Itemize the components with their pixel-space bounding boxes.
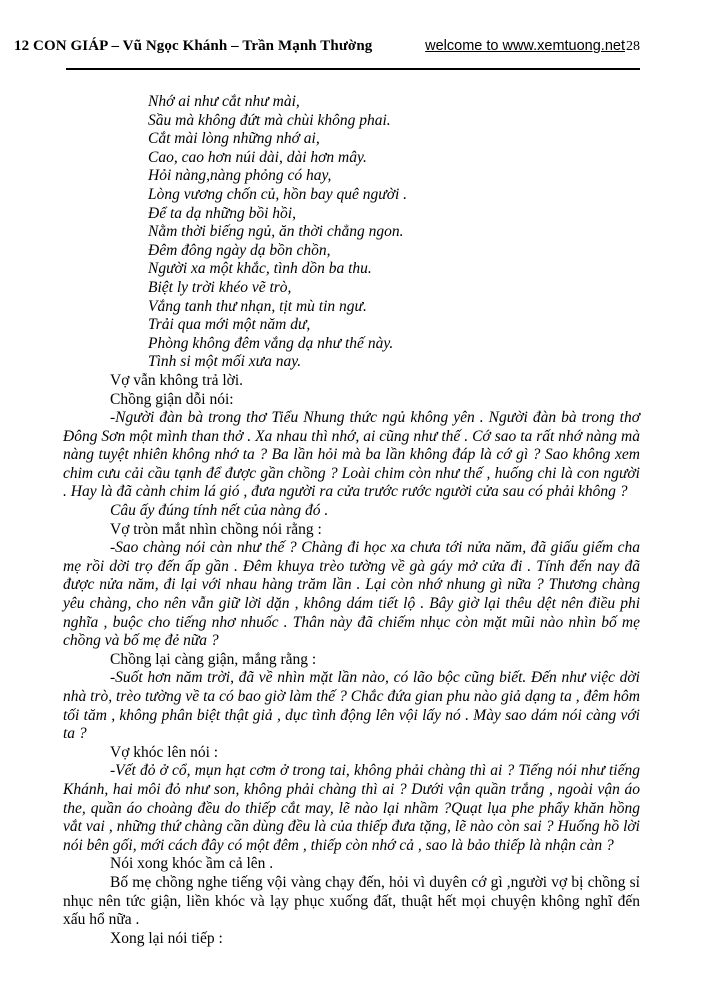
- poem-line: Biệt ly trời khéo vẽ trò,: [148, 278, 292, 296]
- poem-line: Vắng tanh thư nhạn, tịt mù tin ngư.: [148, 297, 367, 315]
- narration-line: Chồng giận dỗi nói:: [110, 390, 234, 408]
- welcome-link[interactable]: welcome to www.xemtuong.net: [425, 38, 625, 54]
- header-divider: [66, 68, 640, 70]
- page-number: 28: [626, 39, 640, 54]
- poem-line: Nằm thời biếng ngủ, ăn thời chẳng ngon.: [148, 223, 404, 241]
- poem-line: Để ta dạ những bồi hồi,: [148, 204, 296, 222]
- poem-line: Lòng vương chốn củ, hồn bay quê người .: [148, 185, 408, 203]
- poem-line: Người xa một khắc, tình dồn ba thu.: [148, 260, 372, 278]
- poem-line: Tình si một mối xưa nay.: [148, 353, 302, 371]
- dialogue-paragraph: -Người đàn bà trong thơ Tiểu Nhung thức ngủ không yên . Người đàn bà trong thơ Đông Sơn một mình than thở . Xa nhau thì nhớ, ai cũng như thế . Cớ sao ta rất nhớ nàng mà nàng tuyệt nhiên không nhớ ta ? Ba lần hỏi mà ba lần không đáp là cớ gì ? Sao không xem chim cưu cải cầu tạnh để được gần chồng ? Loài chim còn như thế , huống chi là con người . Hay là đã cành chim lá gió , đưa người ra cửa trước rước người cửa sau có phải không ?: [63, 409, 640, 501]
- dialogue-paragraph: -Suốt hơn năm trời, đã về nhìn mặt lần nào, có lão bộc cũng biết. Đến như việc dời nhà trò, trèo tường về ta có bao giờ làm thế ? Chắc đứa gian phu nào giả dạng ta , đêm hôm tối tăm , không phân biệt thật giả , dục tình động lên vội lấy nó . Mày sao dám nói càng với ta ?: [63, 669, 640, 743]
- poem-line: Sầu mà không đứt mà chùi không phai.: [148, 111, 391, 129]
- poem-line: Cao, cao hơn núi dài, dài hơn mây.: [148, 148, 367, 166]
- poem-line: Phòng không đêm vắng dạ như thế này.: [148, 334, 394, 352]
- poem-line: Trải qua mới một năm dư,: [148, 316, 311, 334]
- dialogue-paragraph: Câu ấy đúng tính nết của nàng đó .: [110, 502, 329, 520]
- narration-line: Xong lại nói tiếp :: [110, 929, 223, 947]
- poem-line: Đêm đông ngày dạ bồn chồn,: [148, 241, 331, 259]
- poem-line: Nhớ ai như cắt như mài,: [148, 93, 300, 110]
- poem-line: Cắt mài lòng những nhớ ai,: [148, 130, 320, 148]
- page-content: [63, 93, 640, 948]
- narration-line: Vợ tròn mắt nhìn chồng nói rằng :: [110, 520, 322, 538]
- page-header: [0, 0, 702, 55]
- narration-paragraph: Bố mẹ chồng nghe tiếng vội vàng chạy đến, hỏi vì duyên cớ gì ,người vợ bị chồng sỉ nhục nên tức giận, liền khóc và lạy phục xuống đất, thuật hết mọi chuyện không nghĩ đến xấu hổ nữa .: [63, 873, 640, 929]
- book-title: 12 CON GIÁP – Vũ Ngọc Khánh – Trần Mạnh Thường: [14, 38, 373, 54]
- poem-block: [148, 93, 640, 372]
- poem-line: Hỏi nàng,nàng phỏng có hay,: [148, 167, 332, 185]
- narration-line: Vợ vẫn không trả lời.: [110, 371, 244, 389]
- narration-line: Nói xong khóc ầm cả lên .: [110, 855, 274, 873]
- dialogue-paragraph: -Sao chàng nói càn như thế ? Chàng đi học xa chưa tới nửa năm, đã giấu giếm cha mẹ rồi dời trọ đến ấp gần . Đêm khuya trèo tường về gà gáy mở cửa đi . Tính đến nay đã được nửa năm, đi lại với nhau hàng trăm lần . Lại còn nhớ nhung gì nữa ? Thương chàng yêu chàng, cho nên vẫn giữ lời dặn , không dám tiết lộ . Bây giờ lại thêu dệt nên điều phi nghĩa , buộc cho tiếng nhơ nhuốc . Thân này đã chiếm nhục còn mặt mũi nào nhìn bố mẹ chồng và bố mẹ đẻ nữa ?: [63, 539, 640, 650]
- narration-line: Vợ khóc lên nói :: [110, 743, 219, 761]
- narration-line: Chồng lại càng giận, mắng rằng :: [110, 650, 317, 668]
- dialogue-paragraph: -Vết đỏ ở cổ, mụn hạt cơm ở trong tai, không phải chàng thì ai ? Tiếng nói như tiếng Khánh, hai môi đỏ như son, không phải chàng thì ai ? Dưới vận quần trắng , ngoài vận áo the, quần áo choàng đều do thiếp cắt may, lẽ nào lại nhầm ?Quạt lụa phe phẩy khăn hồng vắt vai , những thứ chàng cần dùng đều là của thiếp đưa tặng, lẽ nào còn sai ? Huống hồ lời nói bên gối, mới cách đây có một đêm , thiếp còn nhớ cả , sao là bảo thiếp là nhận càn ?: [63, 762, 640, 854]
